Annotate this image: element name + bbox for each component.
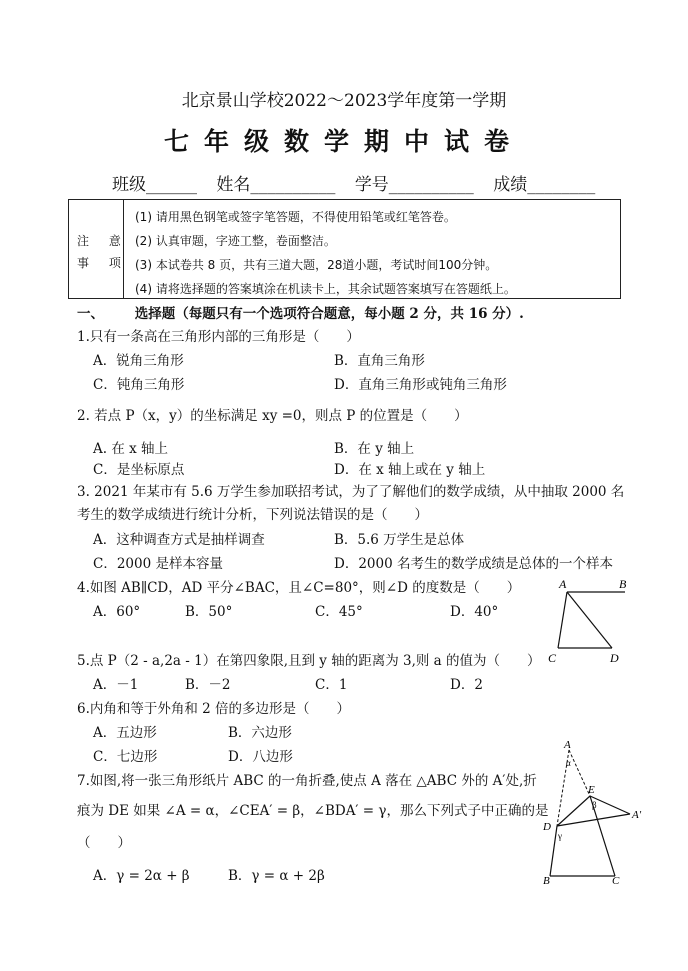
- fig7-label-a: A: [564, 739, 571, 751]
- question-3-stem-cont: 考生的数学成绩进行统计分析，下列说法错误的是（ ）: [77, 507, 428, 523]
- fig7-label-gamma: γ: [558, 831, 562, 841]
- question-4-stem: 4.如图 AB∥CD，AD 平分∠BAC，且∠C=80°，则∠D 的度数是（ ）: [77, 580, 521, 596]
- q1-option-b[interactable]: B．直角三角形: [334, 353, 425, 369]
- question-3-stem: 3. 2021 年某市有 5.6 万学生参加联招考试，为了了解他们的数学成绩，从中抽取 2000 名: [77, 484, 625, 500]
- q2-option-d[interactable]: D．在 x 轴上或在 y 轴上: [334, 462, 486, 478]
- notice-item: (4) 请将选择题的答案填涂在机读卡上，其余试题答案填写在答题纸上。: [135, 282, 516, 296]
- question-6-stem: 6.内角和等于外角和 2 倍的多边形是（ ）: [77, 701, 351, 717]
- score-field[interactable]: 成绩________: [493, 175, 596, 195]
- name-field[interactable]: 姓名__________: [216, 175, 336, 195]
- section-heading: [77, 302, 524, 322]
- fig4-label-d: D: [610, 651, 619, 665]
- notice-label-top: 注 意: [77, 234, 129, 248]
- q1-option-a[interactable]: A．锐角三角形: [93, 353, 184, 369]
- q1-option-d[interactable]: D．直角三角形或钝角三角形: [334, 377, 507, 393]
- question-1-stem: 1.只有一条高在三角形内部的三角形是（ ）: [77, 329, 360, 345]
- q3-option-a[interactable]: A．这种调查方式是抽样调查: [93, 532, 265, 548]
- notice-item: (1) 请用黑色钢笔或签字笔答题，不得使用铅笔或红笔答卷。: [135, 210, 456, 224]
- fig7-label-beta: β: [592, 800, 597, 810]
- q4-option-b[interactable]: B．50°: [185, 604, 233, 620]
- fig7-label-e: E: [588, 784, 595, 796]
- section-number: 一、: [77, 306, 104, 322]
- figure-q4-trapezoid: [545, 574, 635, 666]
- fig4-label-a: A: [559, 577, 567, 591]
- notice-item: (3) 本试卷共 8 页，共有三道大题，28道小题，考试时间100分钟。: [135, 258, 498, 272]
- question-7-stem-cont: 痕为 DE 如果 ∠A = α，∠CEA′ = β，∠BDA′ = γ，那么下列式子中正确的是: [77, 803, 549, 819]
- q3-option-d[interactable]: D．2000 名考生的数学成绩是总体的一个样本: [334, 556, 613, 572]
- question-5-stem: 5.点 P（2 - a,2a - 1）在第四象限,且到 y 轴的距离为 3,则 a 的值为（ ）: [77, 653, 541, 669]
- q6-option-a[interactable]: A．五边形: [93, 725, 157, 741]
- q4-option-a[interactable]: A．60°: [93, 604, 141, 620]
- fig4-label-c: C: [548, 651, 557, 665]
- exam-title: 七年级数学期中试卷: [163, 127, 524, 156]
- notice-list: [135, 205, 516, 301]
- q7-option-b[interactable]: B．γ = α + 2β: [228, 868, 325, 884]
- notice-label-bottom: 事 项: [77, 256, 129, 270]
- student-info-line: [112, 170, 609, 195]
- q5-option-b[interactable]: B．－2: [185, 677, 231, 693]
- q4-option-c[interactable]: C．45°: [315, 604, 363, 620]
- q5-option-d[interactable]: D．2: [450, 677, 483, 693]
- q3-option-b[interactable]: B．5.6 万学生是总体: [334, 532, 465, 548]
- q2-option-a[interactable]: A. 在 x 轴上: [93, 441, 169, 457]
- fig7-label-a-prime: A′: [632, 809, 642, 821]
- section-title: 选择题（每题只有一个选项符合题意，每小题 2 分，共 16 分）.: [134, 306, 524, 322]
- q5-option-a[interactable]: A．－1: [93, 677, 139, 693]
- fig7-label-b: B: [543, 875, 550, 887]
- fig7-label-c: C: [612, 875, 620, 887]
- q6-option-c[interactable]: C．七边形: [93, 749, 158, 765]
- fig4-label-b: B: [619, 577, 627, 591]
- student-id-field[interactable]: 学号__________: [354, 175, 474, 195]
- school-header: 北京景山学校2022～2023学年度第一学期: [181, 91, 507, 111]
- class-field[interactable]: 班级______: [112, 175, 197, 195]
- question-7-stem-cont2: （ ）: [77, 835, 131, 851]
- notice-item: (2) 认真审题，字迹工整，卷面整洁。: [135, 234, 336, 248]
- q5-option-c[interactable]: C．1: [315, 677, 348, 693]
- notice-label: [69, 200, 129, 298]
- q2-option-c[interactable]: C．是坐标原点: [93, 462, 185, 478]
- q2-option-b[interactable]: B．在 y 轴上: [334, 441, 415, 457]
- figure-q7-folded-triangle: [538, 738, 668, 888]
- q6-option-d[interactable]: D．八边形: [228, 749, 293, 765]
- q6-option-b[interactable]: B．六边形: [228, 725, 292, 741]
- q4-option-d[interactable]: D．40°: [450, 604, 499, 620]
- q3-option-c[interactable]: C．2000 是样本容量: [93, 556, 223, 572]
- question-2-stem: 2. 若点 P（x，y）的坐标满足 xy =0，则点 P 的位置是（ ）: [77, 408, 468, 424]
- q7-option-a[interactable]: A．γ = 2α + β: [93, 868, 190, 884]
- fig7-label-d: D: [543, 821, 551, 833]
- question-7-stem: 7.如图,将一张三角形纸片 ABC 的一角折叠,使点 A 落在 △ABC 外的 A′处,折: [77, 773, 537, 789]
- q1-option-c[interactable]: C．钝角三角形: [93, 377, 185, 393]
- fig7-label-alpha: α: [566, 758, 571, 768]
- notice-box: [68, 199, 621, 299]
